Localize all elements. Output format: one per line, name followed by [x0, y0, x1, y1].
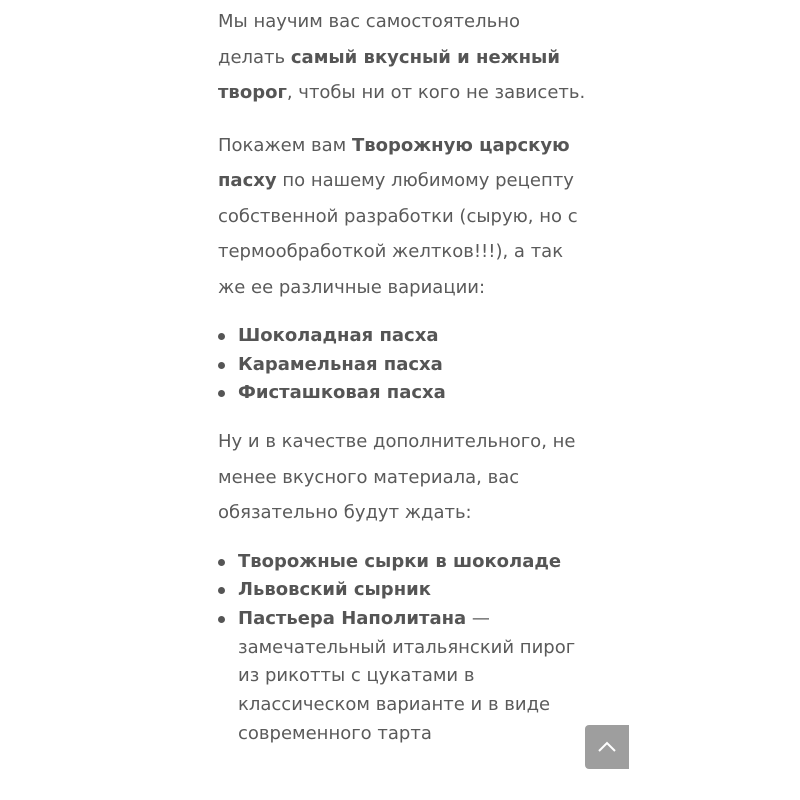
list-item	[238, 322, 590, 351]
list-item	[238, 548, 590, 577]
list-item	[238, 605, 590, 749]
list-item-label: Шоколадная пасха	[238, 325, 439, 346]
text: Покажем вам	[218, 134, 352, 156]
list-item-label: Львовский сырник	[238, 579, 431, 601]
list-item-label: Фисташковая пасха	[238, 382, 446, 404]
list-item-label: Творожные сырки в шоколаде	[238, 550, 562, 572]
pascha-paragraph	[218, 128, 590, 306]
chevron-up-icon	[597, 741, 617, 753]
list-item-description: — замечательный итальянский пирог из рикотты с цукатами в классическом варианте и в виде современного тарта	[238, 608, 576, 744]
variations-list	[218, 322, 590, 408]
additional-paragraph: Ну и в качестве дополнительного, не менее вкусного материала, вас обязательно будут ждать:	[218, 431, 576, 524]
list-item-label: Пастьера Наполитана	[238, 608, 467, 630]
additional-list	[218, 548, 590, 749]
intro-paragraph	[218, 4, 590, 111]
text: Мы научим вас самостоятельно делать	[218, 11, 521, 68]
list-item	[238, 576, 590, 605]
bold-text: Творожную царскую пасху	[218, 134, 570, 191]
bold-text: самый вкусный и нежный творог	[218, 46, 560, 103]
scroll-to-top-button[interactable]	[585, 725, 629, 769]
list-item-label: Карамельная пасха	[238, 353, 443, 375]
list-item	[238, 379, 590, 408]
list-item	[238, 351, 590, 380]
article-body	[218, 4, 590, 765]
text: по нашему любимому рецепту собственной разработки (сырую, но с термообработкой желтков!!!), а так же ее различные вариации:	[218, 170, 578, 298]
text: , чтобы ни от кого не зависеть.	[286, 82, 586, 103]
